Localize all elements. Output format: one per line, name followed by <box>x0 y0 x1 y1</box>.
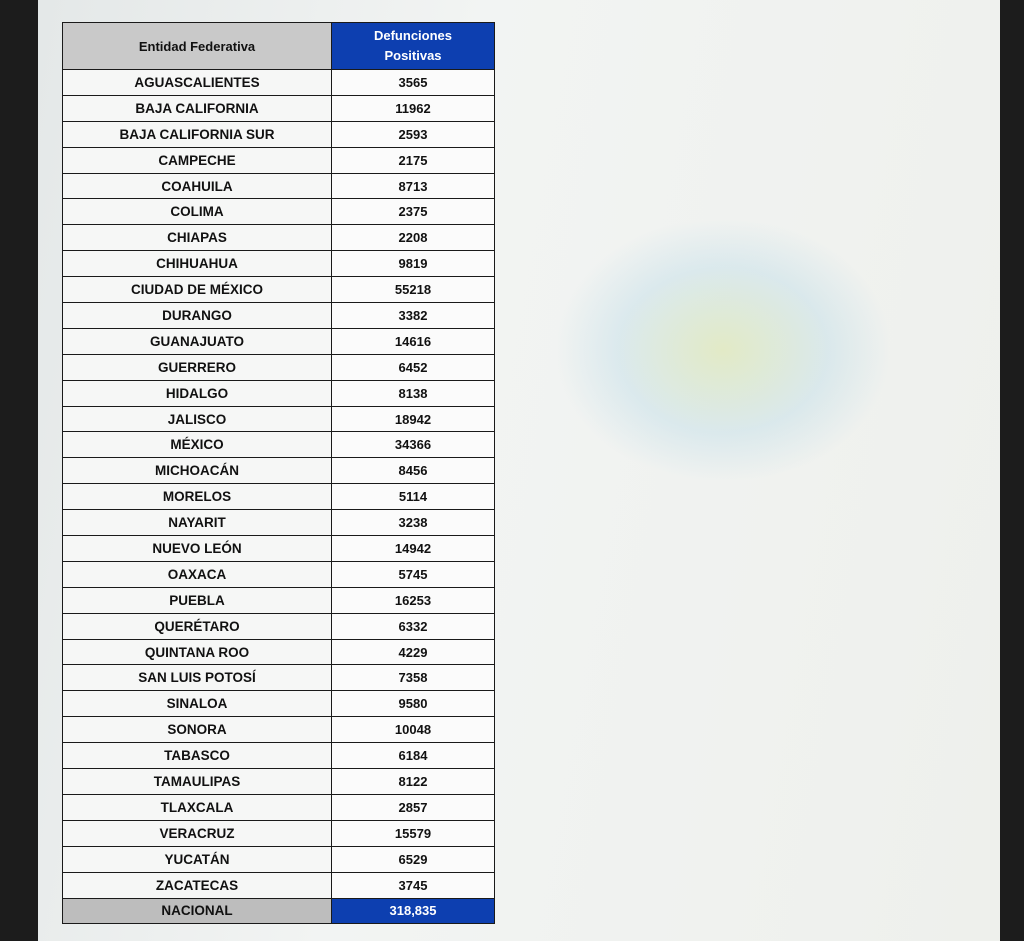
deaths-cell: 8138 <box>332 380 495 406</box>
deaths-cell: 55218 <box>332 277 495 303</box>
total-deaths-cell: 318,835 <box>332 898 495 924</box>
table-row <box>63 70 495 96</box>
table-row <box>63 432 495 458</box>
table-row <box>63 251 495 277</box>
state-name-cell: NAYARIT <box>63 510 332 536</box>
deaths-cell: 16253 <box>332 587 495 613</box>
table-row <box>63 613 495 639</box>
state-name-cell: DURANGO <box>63 303 332 329</box>
deaths-cell: 3745 <box>332 872 495 898</box>
table-row <box>63 561 495 587</box>
table-header-row <box>63 23 495 70</box>
deaths-cell: 6332 <box>332 613 495 639</box>
table-row <box>63 510 495 536</box>
deaths-cell: 3238 <box>332 510 495 536</box>
state-name-cell: ZACATECAS <box>63 872 332 898</box>
deaths-cell: 2175 <box>332 147 495 173</box>
deaths-by-state-table <box>62 22 495 924</box>
state-name-cell: MÉXICO <box>63 432 332 458</box>
deaths-cell: 14942 <box>332 536 495 562</box>
table-row <box>63 820 495 846</box>
header-entity: Entidad Federativa <box>63 23 332 70</box>
table-row <box>63 743 495 769</box>
table-row <box>63 95 495 121</box>
deaths-cell: 5745 <box>332 561 495 587</box>
state-name-cell: MORELOS <box>63 484 332 510</box>
deaths-cell: 2593 <box>332 121 495 147</box>
state-name-cell: CIUDAD DE MÉXICO <box>63 277 332 303</box>
state-name-cell: SAN LUIS POTOSÍ <box>63 665 332 691</box>
deaths-cell: 7358 <box>332 665 495 691</box>
deaths-cell: 2208 <box>332 225 495 251</box>
table-row <box>63 354 495 380</box>
header-deaths-line1: Defunciones <box>373 28 452 43</box>
table-row <box>63 536 495 562</box>
state-name-cell: QUINTANA ROO <box>63 639 332 665</box>
table-row <box>63 665 495 691</box>
state-name-cell: NUEVO LEÓN <box>63 536 332 562</box>
deaths-cell: 6529 <box>332 846 495 872</box>
table-row <box>63 769 495 795</box>
table-row <box>63 587 495 613</box>
state-name-cell: SINALOA <box>63 691 332 717</box>
deaths-cell: 8456 <box>332 458 495 484</box>
state-name-cell: COAHUILA <box>63 173 332 199</box>
table-row <box>63 794 495 820</box>
state-name-cell: TLAXCALA <box>63 794 332 820</box>
state-name-cell: BAJA CALIFORNIA SUR <box>63 121 332 147</box>
table-row <box>63 328 495 354</box>
state-name-cell: HIDALGO <box>63 380 332 406</box>
deaths-cell: 5114 <box>332 484 495 510</box>
deaths-cell: 8122 <box>332 769 495 795</box>
table-row <box>63 121 495 147</box>
table-row <box>63 458 495 484</box>
deaths-cell: 2857 <box>332 794 495 820</box>
state-name-cell: QUERÉTARO <box>63 613 332 639</box>
document-page <box>38 0 1000 941</box>
header-deaths <box>332 23 495 70</box>
table-row <box>63 277 495 303</box>
table-row <box>63 717 495 743</box>
state-name-cell: JALISCO <box>63 406 332 432</box>
state-name-cell: COLIMA <box>63 199 332 225</box>
table-row <box>63 484 495 510</box>
deaths-cell: 6184 <box>332 743 495 769</box>
deaths-cell: 11962 <box>332 95 495 121</box>
state-name-cell: GUERRERO <box>63 354 332 380</box>
state-name-cell: GUANAJUATO <box>63 328 332 354</box>
total-label-cell: NACIONAL <box>63 898 332 924</box>
state-name-cell: MICHOACÁN <box>63 458 332 484</box>
screen-glare <box>558 220 888 480</box>
state-name-cell: OAXACA <box>63 561 332 587</box>
table-row <box>63 846 495 872</box>
state-name-cell: TABASCO <box>63 743 332 769</box>
state-name-cell: PUEBLA <box>63 587 332 613</box>
table-row <box>63 147 495 173</box>
state-name-cell: SONORA <box>63 717 332 743</box>
table-row <box>63 303 495 329</box>
deaths-cell: 15579 <box>332 820 495 846</box>
state-name-cell: BAJA CALIFORNIA <box>63 95 332 121</box>
state-name-cell: YUCATÁN <box>63 846 332 872</box>
deaths-cell: 9819 <box>332 251 495 277</box>
deaths-cell: 10048 <box>332 717 495 743</box>
deaths-cell: 2375 <box>332 199 495 225</box>
table-row <box>63 639 495 665</box>
table-row <box>63 173 495 199</box>
state-name-cell: CAMPECHE <box>63 147 332 173</box>
deaths-cell: 6452 <box>332 354 495 380</box>
table-row <box>63 225 495 251</box>
deaths-cell: 18942 <box>332 406 495 432</box>
state-name-cell: CHIHUAHUA <box>63 251 332 277</box>
state-name-cell: CHIAPAS <box>63 225 332 251</box>
table-row <box>63 691 495 717</box>
deaths-cell: 9580 <box>332 691 495 717</box>
deaths-cell: 14616 <box>332 328 495 354</box>
deaths-cell: 4229 <box>332 639 495 665</box>
table-row <box>63 380 495 406</box>
deaths-cell: 8713 <box>332 173 495 199</box>
table-row <box>63 406 495 432</box>
header-deaths-line2: Positivas <box>384 48 442 63</box>
table-row <box>63 872 495 898</box>
state-name-cell: TAMAULIPAS <box>63 769 332 795</box>
deaths-cell: 3382 <box>332 303 495 329</box>
deaths-cell: 34366 <box>332 432 495 458</box>
deaths-cell: 3565 <box>332 70 495 96</box>
total-row <box>63 898 495 924</box>
state-name-cell: AGUASCALIENTES <box>63 70 332 96</box>
state-name-cell: VERACRUZ <box>63 820 332 846</box>
table-row <box>63 199 495 225</box>
